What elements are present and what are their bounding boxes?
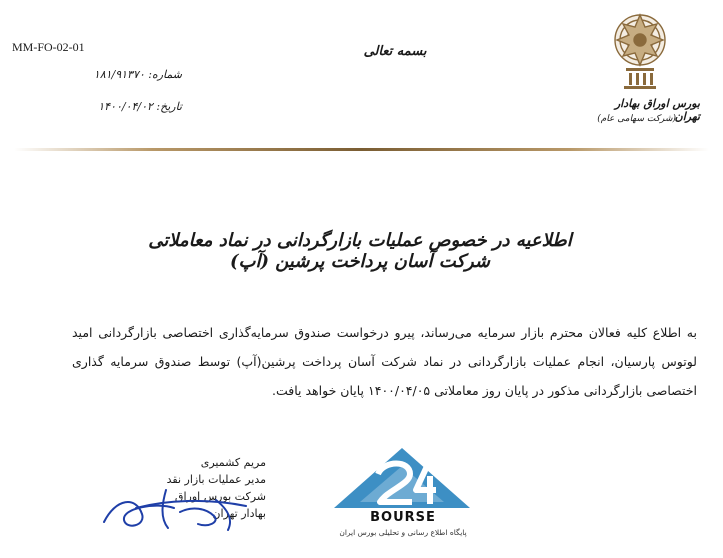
announcement-title: اطلاعیه در خصوص عملیات بازارگردانی در نماد معاملاتی شرکت آسان پرداخت پرشین (آپ) [148,230,572,272]
organization-subtitle: (شرکت سهامی عام) [597,114,676,124]
bourse-wordmark: BOURSE [370,510,436,525]
letter-date: تاریخ: ۱۴۰۰/۰۴/۰۲ [98,100,182,113]
letter-number: شماره: ۱۸۱/۹۱۳۷۰ [93,68,182,81]
signatory-role: مدیر عملیات بازار نقد [166,473,266,486]
form-code: MM-FO-02-01 [12,40,85,54]
tse-emblem-icon [612,10,668,92]
basmala-heading: بسمه تعالی [363,44,427,59]
signatory-company: شرکت بورس اوراق بهادار تهران [174,490,266,520]
bourse-24-logo-icon [332,446,472,510]
announcement-body: به اطلاع کلیه فعالان محترم بازار سرمایه می‌رساند، پیرو درخواست صندوق سرمایه‌گذاری اختصاصی بازارگردانی امید لوتوس پارسیان، انجام عملیات بازارگردانی در نماد شرکت آسان پرداخت پرشین(آپ) توسط صندوق سرمایه گذاری اختصاصی بازارگردانی مذکور در پایان روز معاملاتی ۱۴۰۰/۰۴/۰۵ پایان خواهد یافت. [72,325,697,398]
bourse-subtitle: پایگاه اطلاع رسانی و تحلیلی بورس ایران [339,528,467,537]
header-divider [14,148,709,151]
signatory-name: مریم کشمیری [200,456,266,469]
organization-name: بورس اوراق بهادار تهران [614,97,700,123]
handwritten-signature-icon [96,478,256,536]
